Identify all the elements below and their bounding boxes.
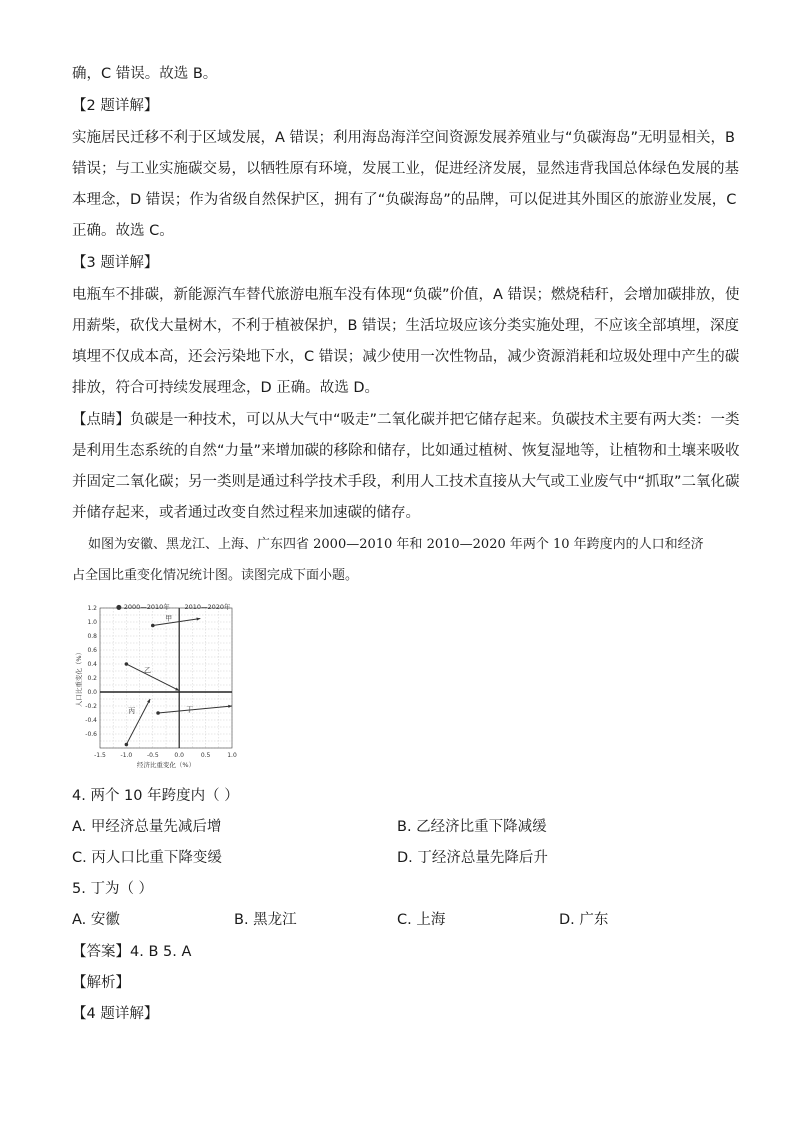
series-label-丁: 丁 <box>186 705 194 714</box>
x-axis-label: 经济比重变化（%） <box>136 761 196 769</box>
section-heading: 【2 题详解】 <box>72 98 159 114</box>
answer-line: 【答案】4. B 5. A <box>72 944 192 960</box>
q4-option-a[interactable]: A. 甲经济总量先减后增 <box>72 819 222 835</box>
text-line: 电瓶车不排碳，新能源汽车替代旅游电瓶车没有体现“负碳”价值，A 错误；燃烧秸秆，会增加碳排放，使 <box>72 287 740 303</box>
tip-line: 是利用生态系统的自然“力量”来增加碳的移除和储存，比如通过植树、恢复湿地等，让植物和土壤来吸收 <box>72 443 740 459</box>
analysis-heading: 【解析】 <box>72 975 130 991</box>
text-line: 确，C 错误。故选 B。 <box>72 66 218 82</box>
segment-丁 <box>158 706 232 713</box>
q5-option-d[interactable]: D. 广东 <box>559 912 609 928</box>
x-tick-label: 1.0 <box>227 752 237 759</box>
point-2000-2010-丙 <box>125 743 129 747</box>
x-tick-label: -1.5 <box>94 752 106 759</box>
question-4: 4. 两个 10 年跨度内（ ） <box>72 788 239 804</box>
tip-line: 【点睛】负碳是一种技术，可以从大气中“吸走”二氧化碳并把它储存起来。负碳技术主要有两大类：一类 <box>72 412 740 428</box>
text-line: 实施居民迁移不利于区域发展，A 错误；利用海岛海洋空间资源发展养殖业与“负碳海岛”无明显相关，B <box>72 130 735 146</box>
question-intro: 如图为安徽、黑龙江、上海、广东四省 2000—2010 年和 2010—2020 年两个 10 年跨度内的人口和经济 <box>88 537 704 552</box>
point-2000-2010-甲 <box>151 624 155 628</box>
q5-option-a[interactable]: A. 安徽 <box>72 912 120 928</box>
y-axis-label: 人口比重变化（%） <box>75 648 83 708</box>
tip-line: 并固定二氧化碳；另一类则是通过科学技术手段，利用人工技术直接从大气或工业废气中“抓取”二氧化碳 <box>72 474 740 490</box>
y-tick-label: -0.4 <box>85 717 97 724</box>
q4-option-d[interactable]: D. 丁经济总量先降后升 <box>397 850 548 866</box>
y-tick-label: -0.2 <box>85 703 97 710</box>
y-tick-label: 0.4 <box>87 661 97 668</box>
text-line: 正确。故选 C。 <box>72 223 174 239</box>
y-tick-label: 0.0 <box>87 689 97 696</box>
y-tick-label: 0.2 <box>87 675 97 682</box>
y-tick-label: 1.0 <box>87 619 97 626</box>
section-heading: 【4 题详解】 <box>72 1006 159 1022</box>
series-label-甲: 甲 <box>165 614 173 623</box>
x-tick-label: 0.0 <box>174 752 184 759</box>
question-intro: 占全国比重变化情况统计图。读图完成下面小题。 <box>72 568 359 583</box>
legend-2010-2020: 2010—2020年 <box>184 603 231 611</box>
tip-line: 并储存起来，或者通过改变自然过程来加速碳的储存。 <box>72 505 420 521</box>
chart-grid <box>100 608 232 748</box>
chart-labels <box>74 602 237 769</box>
text-line: 本理念，D 错误；作为省级自然保护区，拥有了“负碳海岛”的品牌，可以促进其外围区的旅游业发展，C <box>72 192 737 208</box>
point-2000-2010-乙 <box>125 662 129 666</box>
q5-option-b[interactable]: B. 黑龙江 <box>234 912 297 928</box>
series-label-乙: 乙 <box>144 666 152 675</box>
q4-option-c[interactable]: C. 丙人口比重下降变缓 <box>72 850 222 866</box>
x-tick-label: 0.5 <box>200 752 211 759</box>
y-tick-label: 1.2 <box>87 605 97 612</box>
q5-option-c[interactable]: C. 上海 <box>397 912 446 928</box>
population-economy-chart <box>72 598 252 778</box>
q4-option-b[interactable]: B. 乙经济比重下降减缓 <box>397 819 547 835</box>
legend-2000-2010: ● 2000—2010年 <box>116 603 170 611</box>
x-tick-label: -1.0 <box>120 752 133 759</box>
text-line: 错误；与工业实施碳交易，以牺牲原有环境，发展工业，促进经济发展，显然违背我国总体绿色发展的基 <box>72 161 739 177</box>
y-tick-label: 0.6 <box>87 647 97 654</box>
text-line: 排放，符合可持续发展理念，D 正确。故选 D。 <box>72 380 380 396</box>
text-line: 用薪柴，砍伐大量树木，不利于植被保护，B 错误；生活垃圾应该分类实施处理，不应该全部填埋，深度 <box>72 318 740 334</box>
segment-丙 <box>126 699 150 745</box>
y-tick-label: 0.8 <box>87 633 97 640</box>
text-line: 填埋不仅成本高，还会污染地下水，C 错误；减少使用一次性物品，减少资源消耗和垃圾处理中产生的碳 <box>72 349 740 365</box>
question-5: 5. 丁为（ ） <box>72 881 154 897</box>
x-tick-label: -0.5 <box>146 752 159 759</box>
series-label-丙: 丙 <box>128 707 136 715</box>
point-2000-2010-丁 <box>156 711 160 715</box>
section-heading: 【3 题详解】 <box>72 255 159 271</box>
y-tick-label: -0.6 <box>85 731 97 738</box>
